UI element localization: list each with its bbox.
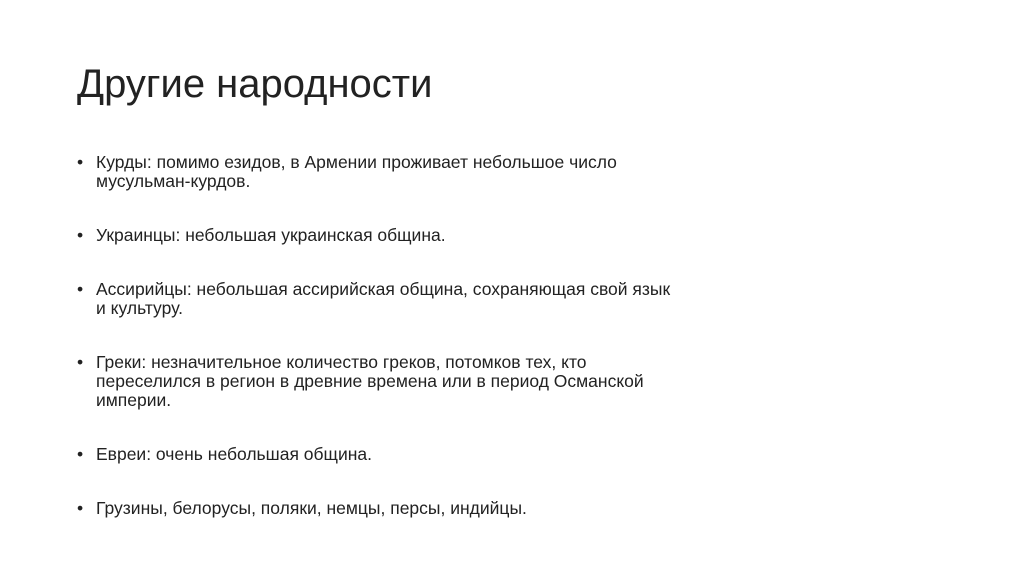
bullet-text: Ассирийцы: небольшая ассирийская община, сохраняющая свой язык и культуру.	[96, 279, 671, 318]
bullet-text: Курды: помимо езидов, в Армении проживает небольшое число мусульман-курдов.	[96, 152, 617, 191]
bullet-item-jews	[77, 445, 767, 464]
bullet-item-ukrainians	[77, 226, 767, 245]
bullet-icon: •	[77, 498, 84, 518]
bullet-text: Грузины, белорусы, поляки, немцы, персы, индийцы.	[96, 498, 527, 518]
bullet-text: Украинцы: небольшая украинская община.	[96, 225, 446, 245]
slide-title: Другие народности	[77, 62, 433, 106]
bullet-icon: •	[77, 152, 84, 172]
bullet-item-greeks	[77, 353, 767, 410]
bullet-text: Евреи: очень небольшая община.	[96, 444, 372, 464]
bullet-icon: •	[77, 279, 84, 299]
bullet-icon: •	[77, 352, 84, 372]
bullet-item-assyrians	[77, 280, 767, 318]
bullet-item-others	[77, 499, 767, 518]
bullet-text: Греки: незначительное количество греков, потомков тех, кто переселился в регион в древние времена или в период Османской империи.	[96, 352, 644, 410]
bullet-item-kurds	[77, 153, 767, 191]
bullet-icon: •	[77, 444, 84, 464]
bullet-icon: •	[77, 225, 84, 245]
bullet-list	[77, 153, 767, 518]
